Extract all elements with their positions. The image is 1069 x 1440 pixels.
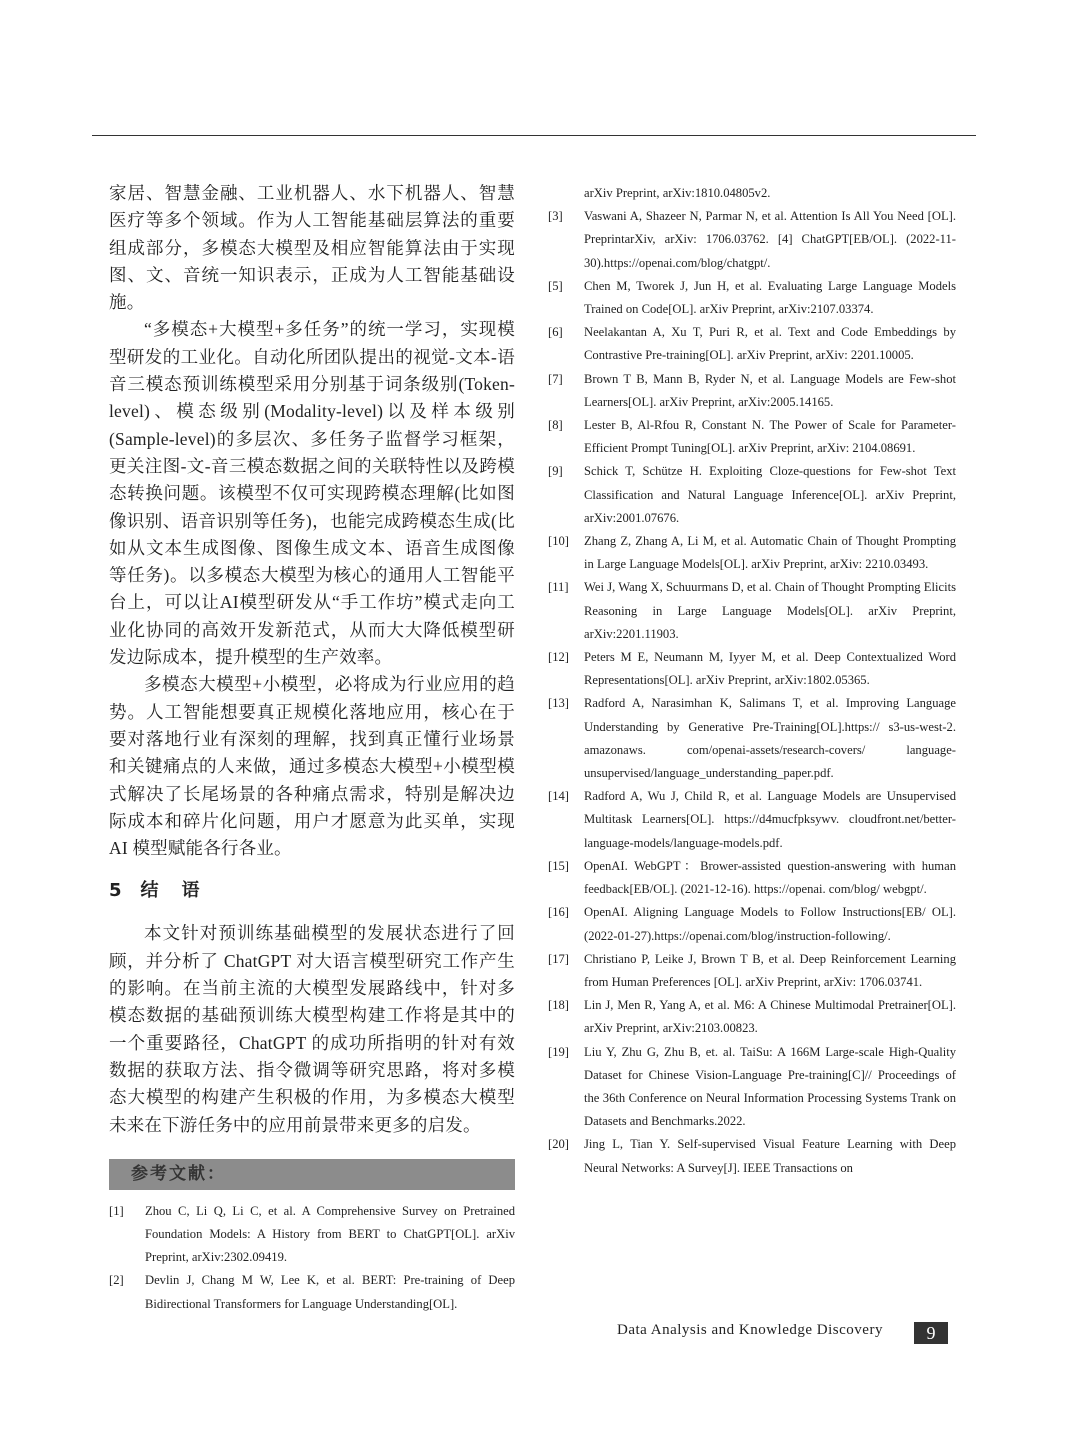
reference-text: arXiv Preprint, arXiv:1810.04805v2. [584,186,771,200]
reference-item [548,855,956,901]
reference-text: Vaswani A, Shazeer N, Parmar N, et al. Attention Is All You Need [OL]. PreprintarXiv, arXiv: 1706.03762. [4] ChatGPT[EB/OL]. (2022-11-30).https://openai.com/blog/chatgpt/. [584,209,956,270]
reference-index: [2] [109,1273,124,1288]
reference-text: Brown T B, Mann B, Ryder N, et al. Language Models are Few-shot Learners[OL]. arXiv Preprint, arXiv:2005.14165. [584,371,956,409]
reference-index: [7] [548,371,563,386]
reference-index: [8] [548,418,563,433]
reference-text: Wei J, Wang X, Schuurmans D, et al. Chain of Thought Prompting Elicits Reasoning in Large Language Models[OL]. arXiv Preprint, arXiv:2201.11903. [584,580,956,641]
reference-text: OpenAI. WebGPT：Brower-assisted question-answering with human feedback[EB/OL]. (2021-12-16). https://openai. com/blog/ webgpt/. [584,858,956,897]
reference-text: Schick T, Schütze H. Exploiting Cloze-questions for Few-shot Text Classification and Natural Language Inference[OL]. arXiv Preprint, arXiv:2001.07676. [584,464,956,525]
reference-item [548,948,956,994]
reference-text: Neelakantan A, Xu T, Puri R, et al. Text and Code Embeddings by Contrastive Pre-training[OL]. arXiv Preprint, arXiv: 2201.10005. [584,325,956,363]
reference-text: Radford A, Wu J, Child R, et al. Language Models are Unsupervised Multitask Learners[OL]. https://d4mucfpksywv. cloudfront.net/better-language-models/language-models.pdf. [584,789,956,850]
reference-item [548,368,956,414]
reference-index: [13] [548,696,569,711]
reference-item [548,576,956,646]
reference-text: Christiano P, Leike J, Brown T B, et al. Deep Reinforcement Learning from Human Preferences [OL]. arXiv Preprint, arXiv: 1706.03741. [584,951,956,989]
reference-item [548,692,956,785]
reference-item [548,994,956,1040]
reference-item [548,414,956,460]
reference-item [109,1269,515,1315]
reference-item [548,530,956,576]
body-paragraph-4: 本文针对预训练基础模型的发展状态进行了回顾，并分析了 ChatGPT 对大语言模型研究工作产生的影响。在当前主流的大模型发展路线中，针对多模态数据的基础预训练大模型构建工作将是其中的一个重要路径，ChatGPT 的成功所指明的针对有效数据的获取方法、指令微调等研究思路，将对多模态大模型的构建产生积极的作用，为多模态大模型未来在下游任务中的应用前景带来更多的启发。 [109,923,515,1135]
header-rule [92,135,976,136]
reference-index: [1] [109,1203,124,1218]
reference-item [109,1200,515,1270]
reference-text: Zhou C, Li Q, Li C, et al. A Comprehensive Survey on Pretrained Foundation Models: A History from BERT to ChatGPT[OL]. arXiv Preprint, arXiv:2302.09419. [145,1203,515,1265]
reference-text: Chen M, Tworek J, Jun H, et al. Evaluating Large Language Models Trained on Code[OL]. arXiv Preprint, arXiv:2107.03374. [584,278,956,317]
reference-item [548,785,956,855]
reference-item [548,460,956,530]
reference-index: [20] [548,1137,569,1152]
body-paragraph-1: 家居、智慧金融、工业机器人、水下机器人、智慧医疗等多个领域。作为人工智能基础层算法的重要组成部分，多模态大模型及相应智能算法由于实现图、文、音统一知识表示，正成为人工智能基础设施。 [109,183,515,313]
reference-text: Zhang Z, Zhang A, Li M, et al. Automatic Chain of Thought Prompting in Large Language Models[OL]. arXiv Preprint, arXiv: 2210.03493. [584,534,956,572]
section-title-part-b: 语 [181,880,201,902]
reference-index: [19] [548,1044,569,1059]
reference-index: [5] [548,278,563,293]
reference-item [548,901,956,947]
reference-index: [9] [548,464,563,479]
body-paragraph-2: “多模态+大模型+多任务”的统一学习，实现模型研发的工业化。自动化所团队提出的视觉-文本-语音三模态预训练模型采用分别基于词条级别(Token-level)、模态级别(Modality-level)以及样本级别(Sample-level)的多层次、多任务子监督学习框架，更关注图-文-音三模态数据之间的关联特性以及跨模态转换问题。该模型不仅可实现跨模态理解(比如图像识别、语音识别等任务)，也能完成跨模态生成(比如从文本生成图像、图像生成文本、语音生成图像等任务)。以多模态大模型为核心的通用人工智能平台上，可以让AI模型研发从“手工作坊”模式走向工业化协同的高效开发新范式，从而大大降低模型研发边际成本，提升模型的生产效率。 [109,319,515,668]
journal-name: Data Analysis and Knowledge Discovery [617,1322,883,1338]
reference-index: [17] [548,951,569,966]
references-list-right [548,205,956,1180]
page-number: 9 [914,1322,948,1344]
reference-text: OpenAI. Aligning Language Models to Follow Instructions[EB/ OL].(2022-01-27).https://openai.com/blog/instruction-following/. [584,905,956,943]
right-column [548,182,956,1180]
reference-index: [6] [548,325,563,340]
reference-index: [3] [548,209,563,224]
reference-text: Peters M E, Neumann M, Iyyer M, et al. Deep Contextualized Word Representations[OL]. arXiv Preprint, arXiv:1802.05365. [584,650,956,688]
reference-text: Lester B, Al-Rfou R, Constant N. The Power of Scale for Parameter-Efficient Prompt Tuning[OL]. arXiv Preprint, arXiv: 2104.08691. [584,418,956,456]
reference-index: [15] [548,858,569,873]
reference-item [548,275,956,321]
references-list-left [109,1200,515,1316]
reference-item [548,321,956,367]
section-number: 5 [109,880,123,902]
reference-index: [11] [548,580,569,595]
body-paragraph-3: 多模态大模型+小模型，必将成为行业应用的趋势。人工智能想要真正规模化落地应用，核心在于要对落地行业有深刻的理解，找到真正懂行业场景和关键痛点的人来做，通过多模态大模型+小模型模式解决了长尾场景的各种痛点需求，特别是解决边际成本和碎片化问题，用户才愿意为此买单，实现AI 模型赋能各行各业。 [109,674,515,859]
reference-index: [10] [548,534,569,549]
references-heading: 参考文献： [109,1159,515,1190]
reference-text: Devlin J, Chang M W, Lee K, et al. BERT: Pre-training of Deep Bidirectional Transformers for Language Understanding[OL]. [145,1273,515,1311]
reference-index: [16] [548,905,569,920]
reference-text: Lin J, Men R, Yang A, et al. M6: A Chinese Multimodal Pretrainer[OL]. arXiv Preprint, arXiv:2103.00823. [584,998,956,1036]
reference-text: Liu Y, Zhu G, Zhu B, et. al. TaiSu: A 166M Large-scale High-Quality Dataset for Chinese Vision-Language Pre-training[C]// Proceedings of the 36th Conference on Neural Information Processing Systems Trank on Datasets and Benchmarks.2022. [584,1044,956,1129]
section-title-part-a: 结 [140,880,160,902]
reference-continuation [548,182,956,205]
reference-item [548,1041,956,1134]
reference-index: [14] [548,789,569,804]
reference-item [548,205,956,275]
left-column [109,180,515,1316]
section-heading-conclusion [109,876,515,902]
reference-item [548,646,956,692]
reference-index: [18] [548,998,569,1013]
reference-item [548,1133,956,1179]
reference-text: Jing L, Tian Y. Self-supervised Visual Feature Learning with Deep Neural Networks: A Survey[J]. IEEE Transactions on [584,1137,956,1175]
reference-text: Radford A, Narasimhan K, Salimans T, et al. Improving Language Understanding by Generative Pre-Training[OL].https:// s3-us-west-2. amazonaws. com/openai-assets/research-covers/ language-unsupervised/language_understanding_paper.pdf. [584,696,956,781]
reference-index: [12] [548,650,569,665]
